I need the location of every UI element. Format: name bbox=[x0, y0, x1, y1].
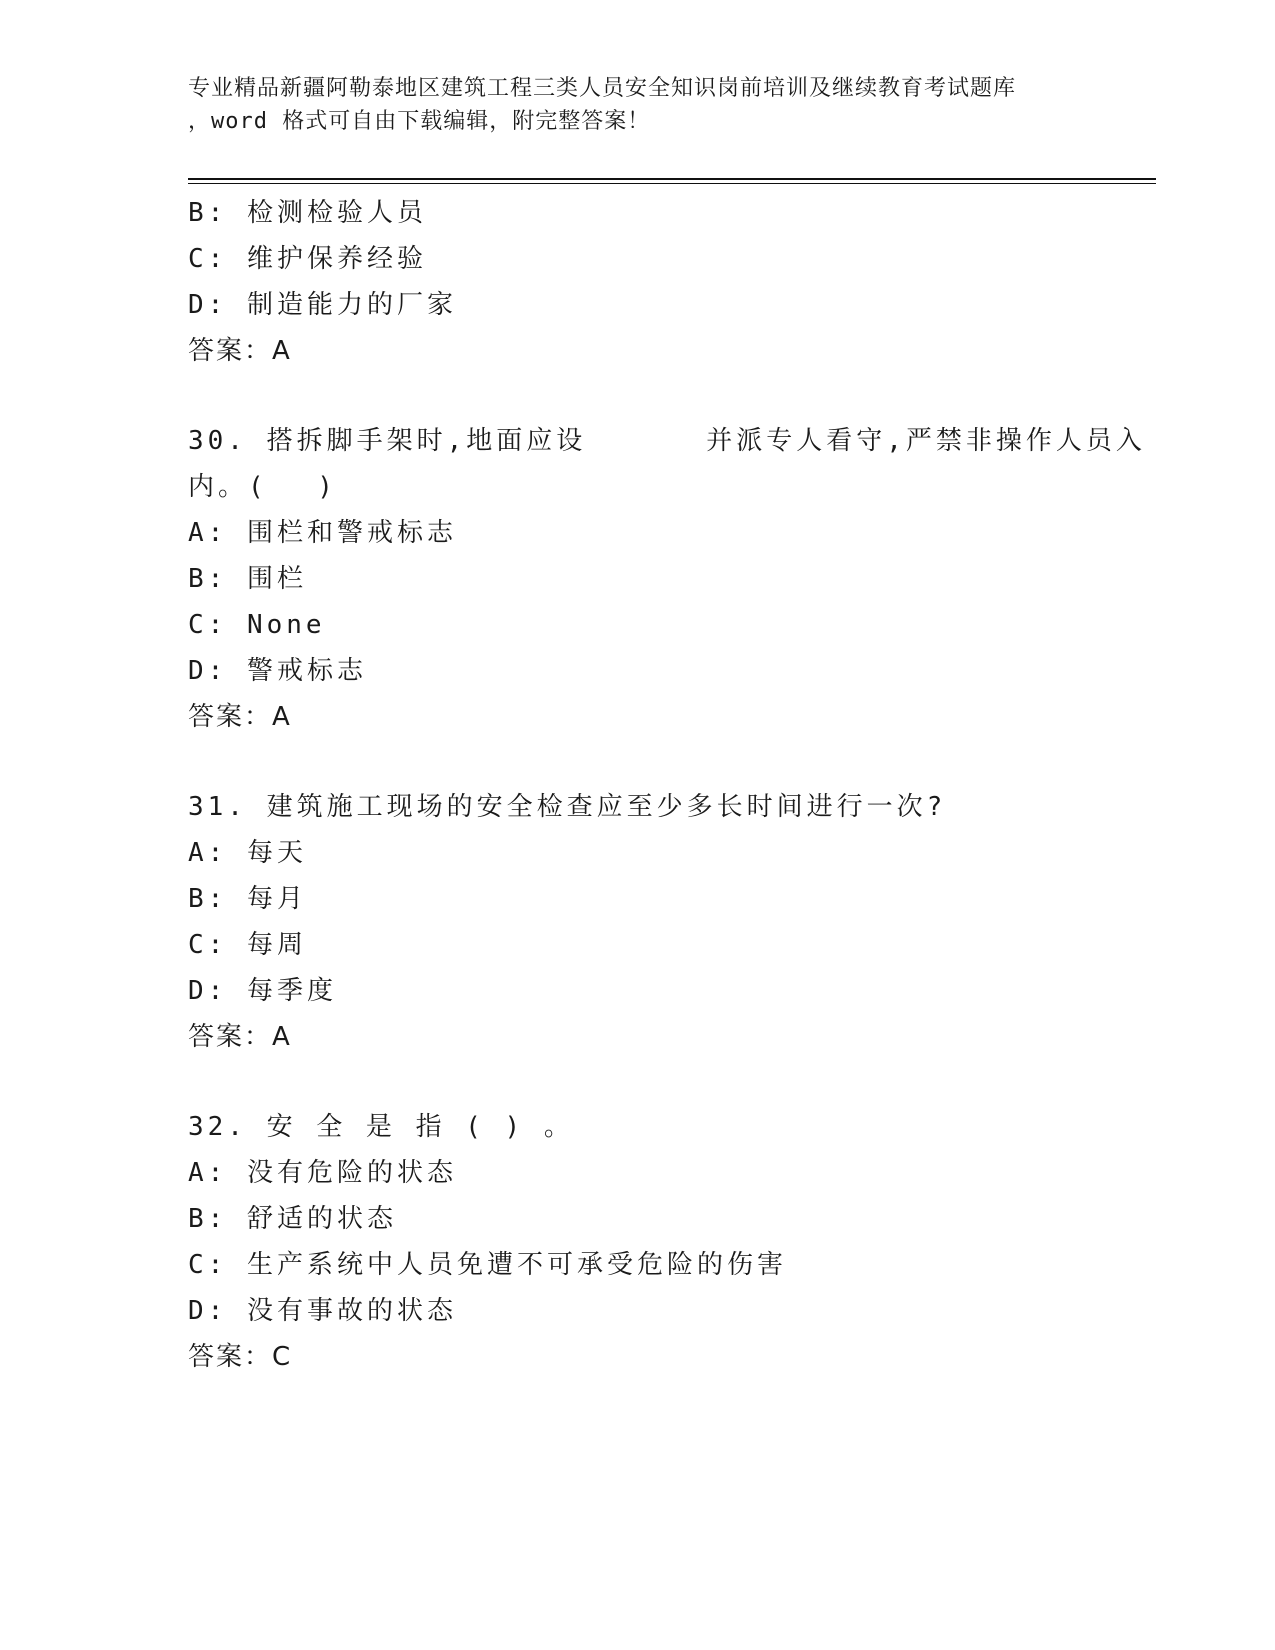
question-31 bbox=[188, 784, 1088, 1060]
option-a: A: 每天 bbox=[188, 838, 307, 868]
option-b: B: 检测检验人员 bbox=[188, 198, 427, 228]
option-a: A: 围栏和警戒标志 bbox=[188, 518, 457, 548]
option-c: C: 生产系统中人员免遭不可承受危险的伤害 bbox=[188, 1250, 787, 1280]
answer: 答案：A bbox=[188, 336, 292, 366]
header-title-line1: 专业精品新疆阿勒泰地区建筑工程三类人员安全知识岗前培训及继续教育考试题库 bbox=[188, 76, 1017, 101]
option-b: B: 舒适的状态 bbox=[188, 1204, 397, 1234]
option-c: C: 维护保养经验 bbox=[188, 244, 427, 274]
answer: 答案：A bbox=[188, 1022, 292, 1052]
question-32 bbox=[188, 1104, 1088, 1380]
option-d: D: 没有事故的状态 bbox=[188, 1296, 457, 1326]
option-c: C: 每周 bbox=[188, 930, 307, 960]
answer: 答案：C bbox=[188, 1342, 293, 1372]
header-divider-thin bbox=[188, 183, 1156, 184]
answer: 答案：A bbox=[188, 702, 292, 732]
option-d: D: 制造能力的厂家 bbox=[188, 290, 457, 320]
option-b: B: 围栏 bbox=[188, 564, 307, 594]
option-d: D: 警戒标志 bbox=[188, 656, 367, 686]
question-list bbox=[188, 190, 1146, 1380]
question-text: 32. 安 全 是 指 ( ) 。 bbox=[188, 1112, 574, 1142]
question-text-cont: 内。( ) bbox=[188, 472, 337, 502]
option-b: B: 每月 bbox=[188, 884, 307, 914]
header-title-line2: ，word 格式可自由下载编辑，附完整答案！ bbox=[188, 109, 651, 134]
question-text: 31. 建筑施工现场的安全检查应至少多长时间进行一次? bbox=[188, 792, 947, 822]
option-a: A: 没有危险的状态 bbox=[188, 1158, 457, 1188]
document-header bbox=[188, 72, 1088, 138]
option-d: D: 每季度 bbox=[188, 976, 337, 1006]
question-29-tail bbox=[188, 190, 1088, 374]
question-30 bbox=[188, 418, 1146, 740]
question-text: 30. 搭拆脚手架时,地面应设 并派专人看守,严禁非操作人员入 bbox=[188, 426, 1146, 456]
option-c: C: None bbox=[188, 610, 326, 640]
header-divider-thick bbox=[188, 178, 1156, 180]
